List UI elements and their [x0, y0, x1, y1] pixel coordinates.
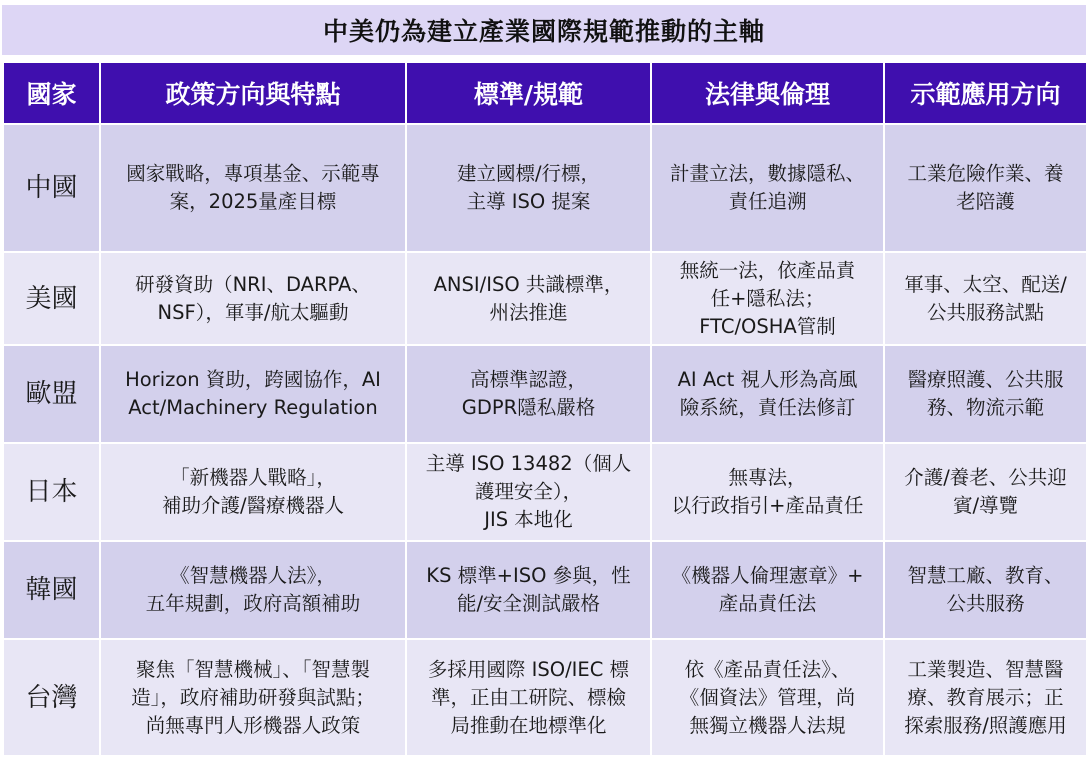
- cell-line: 尚無專門人形機器人政策: [145, 713, 361, 737]
- cell-line: 任+隱私法；: [710, 286, 825, 310]
- cell-line: 無專法，: [728, 466, 807, 489]
- law-cell: [651, 252, 884, 345]
- cell-line: 《智慧機器人法》，: [170, 564, 336, 587]
- cell-line: 高標準認證，: [469, 368, 587, 391]
- policy-comparison-table: [2, 61, 1088, 757]
- cell-line: 賓/導覽: [952, 494, 1019, 517]
- table-row: [3, 124, 1087, 252]
- cell-line: 智慧工廠、教育、: [907, 564, 1064, 587]
- cell-line: 研發資助（NRI、DARPA、: [135, 272, 371, 296]
- cell-line: AI Act 視人形為高風: [677, 368, 858, 391]
- policy-cell: [100, 639, 406, 756]
- cell-line: 介護/養老、公共迎: [904, 466, 1067, 489]
- law-cell: [651, 345, 884, 443]
- cell-line: 主導 ISO 13482（個人: [425, 452, 632, 475]
- cell-line: 補助介護/醫療機器人: [161, 494, 345, 517]
- cell-line: 聚焦「智慧機械」、「智慧製: [135, 657, 370, 681]
- country-cell: 台灣: [3, 639, 100, 756]
- policy-cell: [100, 541, 406, 639]
- country-cell: 韓國: [3, 541, 100, 639]
- cell-line: 探索服務/照護應用: [904, 713, 1067, 737]
- applications-cell: [884, 541, 1087, 639]
- cell-line: NSF），軍事/航太驅動: [157, 300, 349, 324]
- table-row: [3, 252, 1087, 345]
- standards-cell: [406, 124, 651, 252]
- cell-line: 多採用國際 ISO/IEC 標: [427, 657, 630, 681]
- cell-line: 工業危險作業、養: [907, 162, 1064, 185]
- table-row: [3, 345, 1087, 443]
- cell-line: JIS 本地化: [484, 508, 573, 531]
- cell-line: 以行政指引+產品責任: [671, 494, 864, 517]
- header-row: [3, 62, 1087, 124]
- cell-line: 建立國標/行標，: [456, 162, 601, 185]
- applications-cell: [884, 443, 1087, 541]
- standards-cell: [406, 345, 651, 443]
- applications-cell: [884, 124, 1087, 252]
- standards-cell: [406, 541, 651, 639]
- cell-line: 能/安全測試嚴格: [456, 592, 601, 615]
- cell-line: 「新機器人戰略」，: [170, 466, 336, 489]
- cell-line: 《個資法》管理，尚: [679, 685, 856, 709]
- cell-line: 局推動在地標準化: [450, 713, 607, 737]
- applications-cell: [884, 345, 1087, 443]
- cell-line: 公共服務: [946, 592, 1025, 615]
- country-cell: 歐盟: [3, 345, 100, 443]
- cell-line: ANSI/ISO 共識標準，: [433, 272, 624, 296]
- cell-line: 務、物流示範: [926, 396, 1044, 419]
- header-country: 國家: [3, 62, 100, 124]
- cell-line: 產品責任法: [718, 592, 817, 615]
- policy-cell: [100, 443, 406, 541]
- cell-line: 護理安全），: [474, 480, 583, 503]
- standards-cell: [406, 443, 651, 541]
- country-cell: 日本: [3, 443, 100, 541]
- cell-line: 造」，政府補助研發與試點；: [131, 685, 375, 709]
- standards-cell: [406, 639, 651, 756]
- cell-line: 主導 ISO 提案: [466, 190, 591, 213]
- policy-cell: [100, 345, 406, 443]
- policy-cell: [100, 252, 406, 345]
- cell-line: 軍事、太空、配送/: [904, 272, 1067, 296]
- cell-line: 州法推進: [489, 300, 568, 324]
- cell-line: Act/Machinery Regulation: [128, 396, 378, 419]
- cell-line: 五年規劃，政府高額補助: [145, 592, 361, 615]
- cell-line: 責任追溯: [728, 190, 807, 213]
- cell-line: 案，2025量產目標: [169, 190, 337, 213]
- cell-line: 計畫立法，數據隱私、: [669, 162, 865, 185]
- country-cell: 中國: [3, 124, 100, 252]
- cell-line: 工業製造、智慧醫: [907, 657, 1064, 681]
- cell-line: 療、教育展示；正: [907, 685, 1064, 709]
- cell-line: Horizon 資助，跨國協作，AI: [125, 368, 381, 391]
- applications-cell: [884, 639, 1087, 756]
- cell-line: 公共服務試點: [926, 300, 1044, 324]
- table-row: [3, 443, 1087, 541]
- cell-line: 險系統，責任法修訂: [679, 396, 856, 419]
- cell-line: 醫療照護、公共服: [907, 368, 1064, 391]
- cell-line: 老陪護: [956, 190, 1015, 213]
- page-title: 中美仍為建立產業國際規範推動的主軸: [2, 5, 1086, 55]
- header-applications: 示範應用方向: [884, 62, 1087, 124]
- cell-line: 準，正由工研院、標檢: [430, 685, 626, 709]
- applications-cell: [884, 252, 1087, 345]
- cell-line: 《機器人倫理憲章》+: [671, 564, 864, 587]
- cell-line: 無獨立機器人法規: [689, 713, 846, 737]
- law-cell: [651, 639, 884, 756]
- header-standards: 標準/規範: [406, 62, 651, 124]
- law-cell: [651, 443, 884, 541]
- standards-cell: [406, 252, 651, 345]
- cell-line: 依《產品責任法》、: [684, 657, 851, 681]
- table-row: [3, 541, 1087, 639]
- cell-line: GDPR隱私嚴格: [461, 396, 596, 419]
- cell-line: KS 標準+ISO 參與，性: [426, 564, 631, 587]
- country-cell: 美國: [3, 252, 100, 345]
- law-cell: [651, 541, 884, 639]
- cell-line: 無統一法，依產品責: [679, 258, 856, 282]
- table-row: [3, 639, 1087, 756]
- header-policy: 政策方向與特點: [100, 62, 406, 124]
- cell-line: FTC/OSHA管制: [699, 314, 836, 338]
- cell-line: 國家戰略，專項基金、示範專: [126, 162, 380, 185]
- policy-cell: [100, 124, 406, 252]
- law-cell: [651, 124, 884, 252]
- header-law: 法律與倫理: [651, 62, 884, 124]
